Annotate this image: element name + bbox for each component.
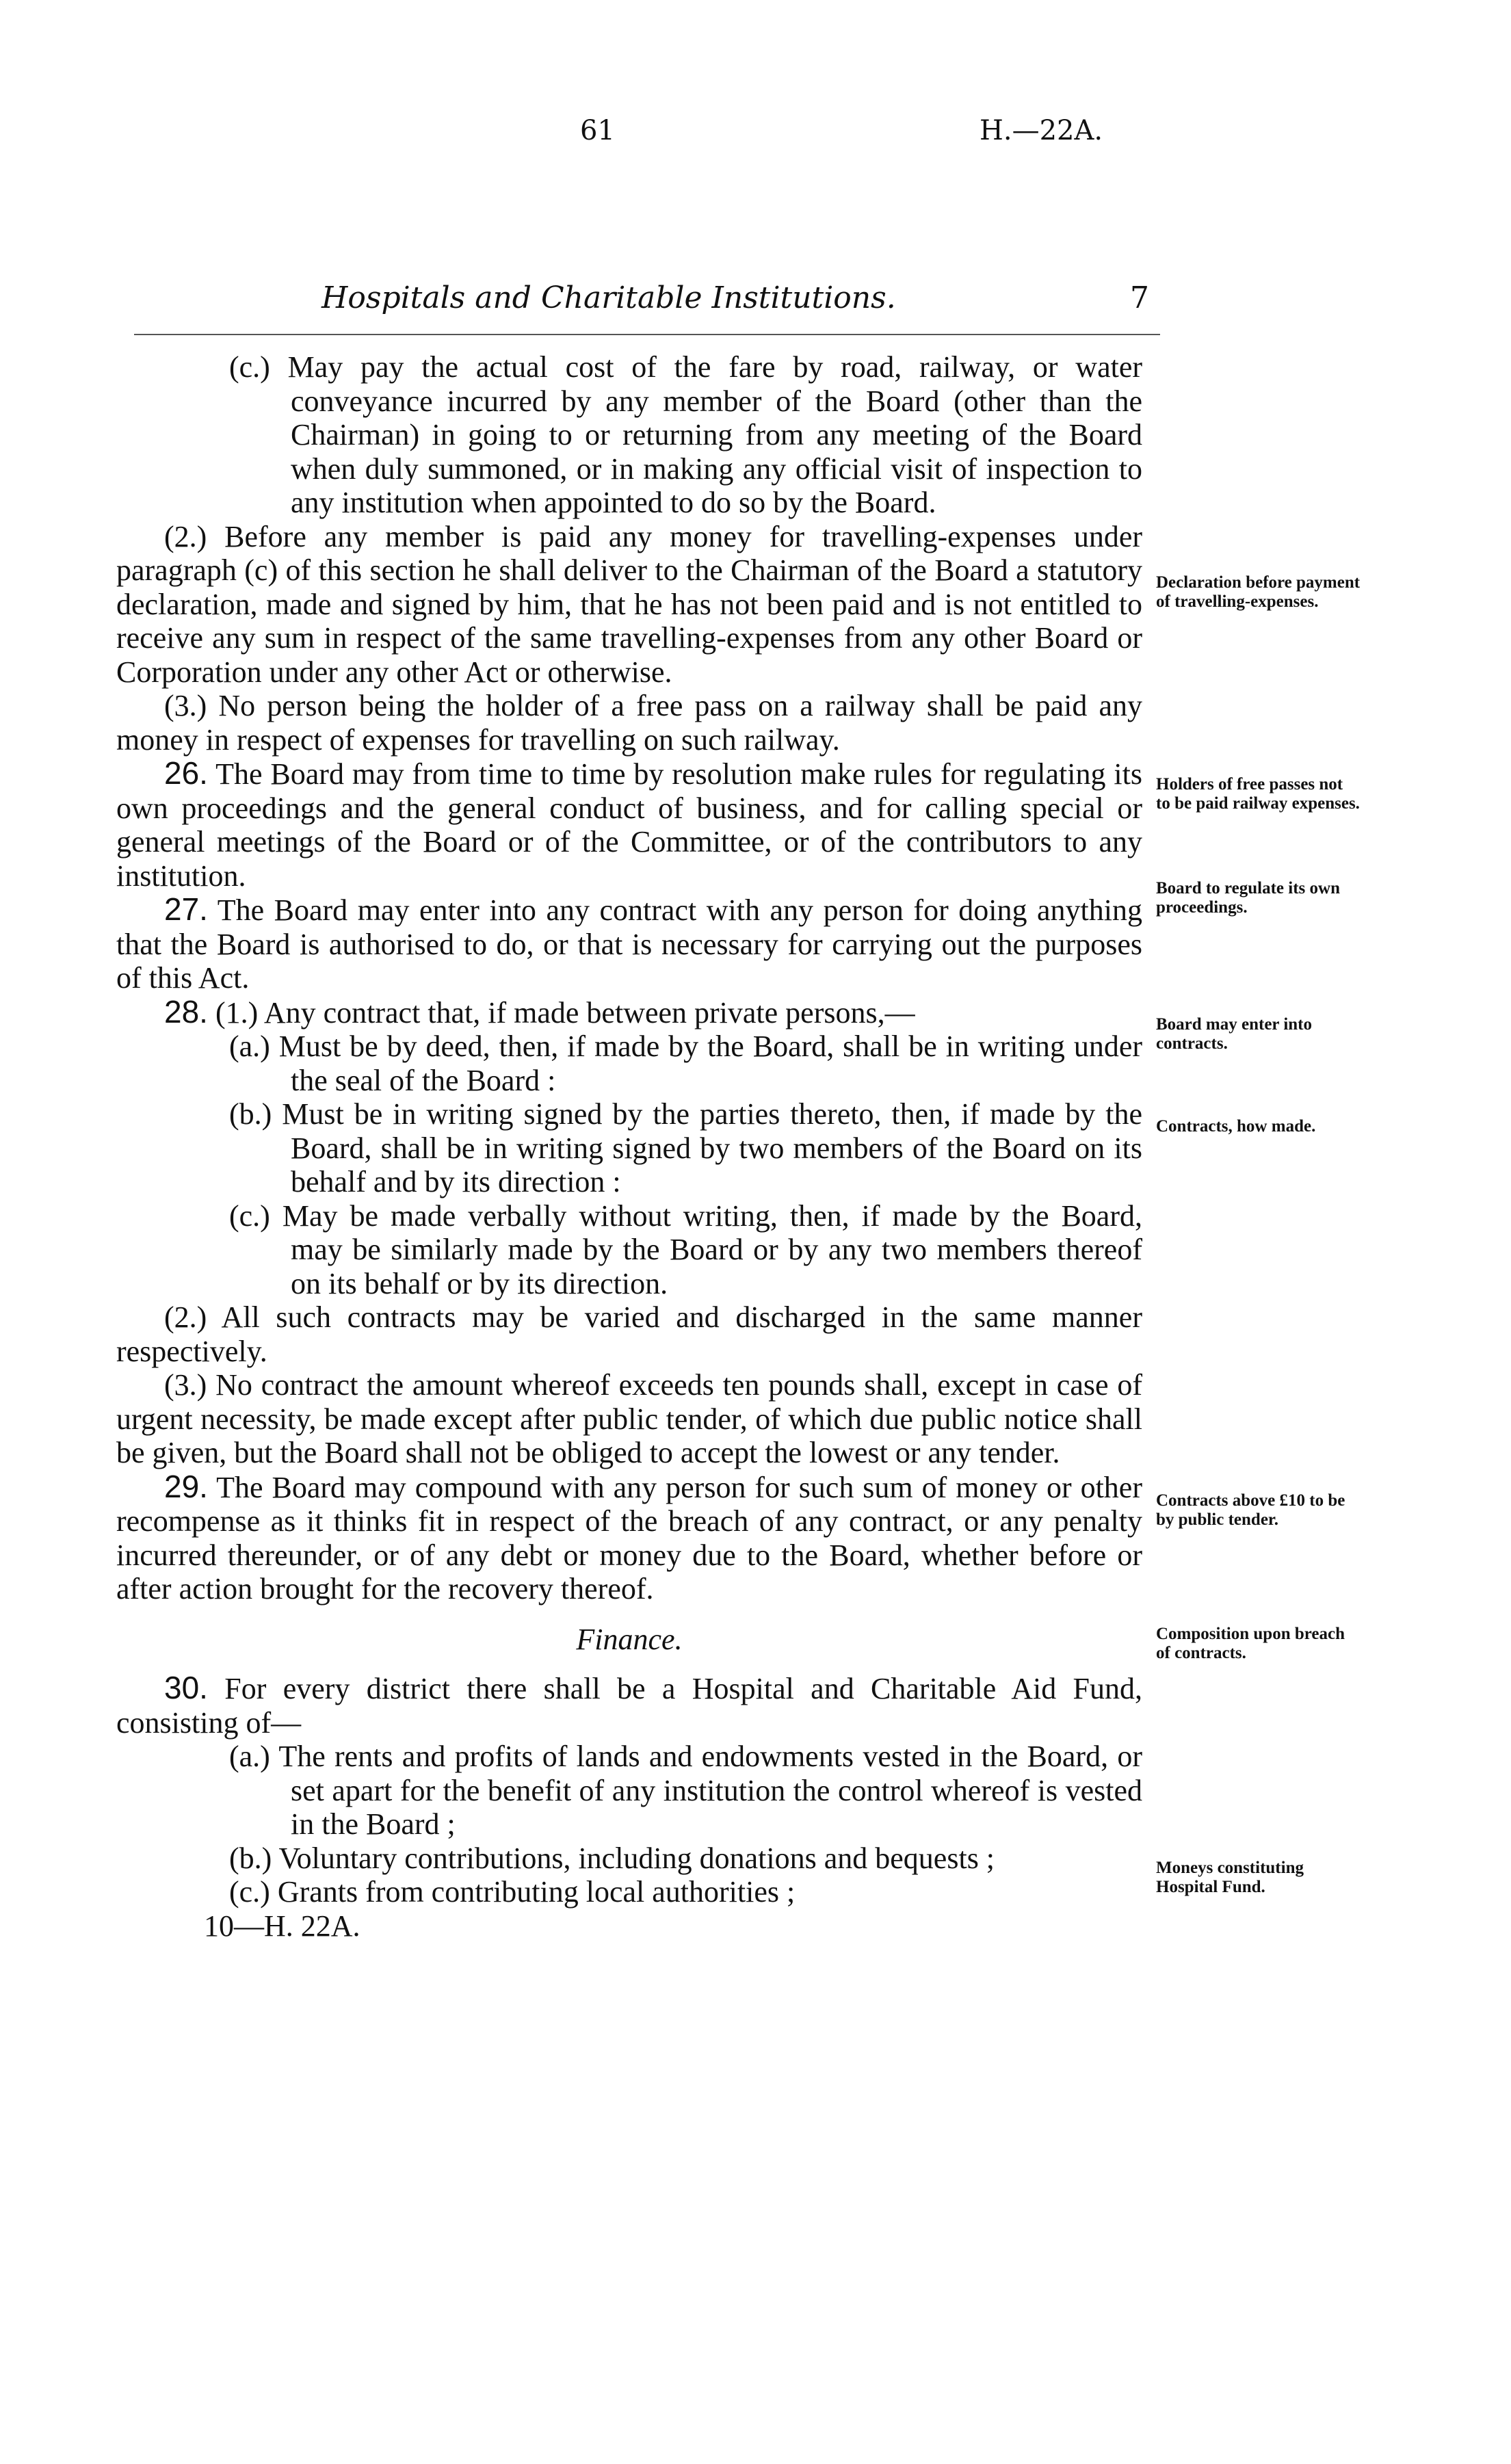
section-number: 28. [164, 993, 208, 1030]
section-26 [116, 757, 1142, 893]
section-number: 27. [164, 891, 208, 927]
page-number: 61 [580, 115, 615, 146]
item-28c: (c.) May be made verbally without writing, then, if made by the Board, may be similarly made by the Board or by any two members thereof on its behalf or by its direction. [229, 1198, 1142, 1300]
side-note: Moneys constituting Hospital Fund. [1156, 1859, 1304, 1896]
side-note: Board may enter into contracts. [1156, 1015, 1312, 1053]
section-27 [116, 893, 1142, 995]
header-rule [134, 334, 1160, 335]
side-note: Board to regulate its own proceedings. [1156, 879, 1340, 917]
paragraph-1c: (c.) May pay the actual cost of the fare by road, railway, or water conveyance incurred by any member of the Board (other than the Chairman) in going to or returning from any meeting of the Board when duly summoned, or in making any official visit of inspection to any institution when appointed to do so by the Board. [229, 350, 1142, 519]
side-note: Contracts above £10 to be by public tender. [1156, 1491, 1345, 1529]
side-note: Holders of free passes not to be paid railway expenses. [1156, 775, 1360, 813]
side-note: Composition upon breach of contracts. [1156, 1625, 1345, 1662]
running-title: Hospitals and Charitable Institutions. [321, 280, 896, 315]
item-28a: (a.) Must be by deed, then, if made by the Board, shall be in writing under the seal of the Board : [229, 1030, 1142, 1097]
section-number: 29. [164, 1468, 208, 1504]
document-body [116, 350, 1142, 1943]
section-text: (1.) Any contract that, if made between private persons,— [215, 995, 915, 1030]
item-30a: (a.) The rents and profits of lands and endowments vested in the Board, or set apart for the benefit of any institution the control whereof is vested in the Board ; [229, 1740, 1142, 1841]
section-number: 30. [164, 1670, 208, 1705]
paper-reference: H.—22A. [980, 115, 1103, 146]
section-29 [116, 1470, 1142, 1606]
section-text: For every district there shall be a Hospital and Charitable Aid Fund, consisting of— [116, 1672, 1143, 1740]
footer-signature: 10—H. 22A. [204, 1909, 360, 1943]
heading-finance: Finance. [576, 1622, 683, 1656]
section-28 [116, 995, 1142, 1030]
section-text: The Board may enter into any contract with any person for doing anything that the Board is authorised to do, or that is necessary for carrying out the purposes of this Act. [116, 893, 1142, 995]
paragraph-3: (3.) No person being the holder of a free pass on a railway shall be paid any money in respect of expenses for travelling on such railway. [116, 689, 1142, 757]
section-number: 26. [164, 755, 208, 791]
paragraph-28-2: (2.) All such contracts may be varied and discharged in the same manner respectively. [116, 1300, 1142, 1368]
item-30c: (c.) Grants from contributing local authorities ; [229, 1875, 796, 1909]
paragraph-28-3: (3.) No contract the amount whereof exceeds ten pounds shall, except in case of urgent necessity, be made except after public tender, of which due public notice shall be given, but the Board shall not be obliged to accept the lowest or any tender. [116, 1368, 1142, 1469]
section-text: The Board may compound with any person for such sum of money or other recompense as it thinks fit in respect of the breach of any contract, or any penalty incurred thereunder, or of any debt or money due to the Board, whether before or after action brought for the recovery thereof. [116, 1470, 1142, 1605]
item-30b: (b.) Voluntary contributions, including donations and bequests ; [229, 1841, 995, 1875]
section-page-number: 7 [1130, 280, 1149, 315]
item-28b: (b.) Must be in writing signed by the parties thereto, then, if made by the Board, shall be in writing signed by two members of the Board on its behalf and by its direction : [229, 1097, 1142, 1198]
side-note: Declaration before payment of travelling-expenses. [1156, 573, 1361, 611]
paragraph-2: (2.) Before any member is paid any money for travelling-expenses under paragraph (c) of this section he shall deliver to the Chairman of the Board a statutory declaration, made and signed by him, that he has not been paid and is not entitled to receive any sum in respect of the same travelling-expenses from any other Board or Corporation under any other Act or otherwise. [116, 519, 1142, 689]
section-text: The Board may from time to time by resolution make rules for regulating its own proceedings and the general conduct of business, and for calling special or general meetings of the Board or of the Committee, or of the contributors to any institution. [116, 757, 1142, 893]
section-30 [116, 1671, 1142, 1740]
side-note: Contracts, how made. [1156, 1117, 1316, 1136]
